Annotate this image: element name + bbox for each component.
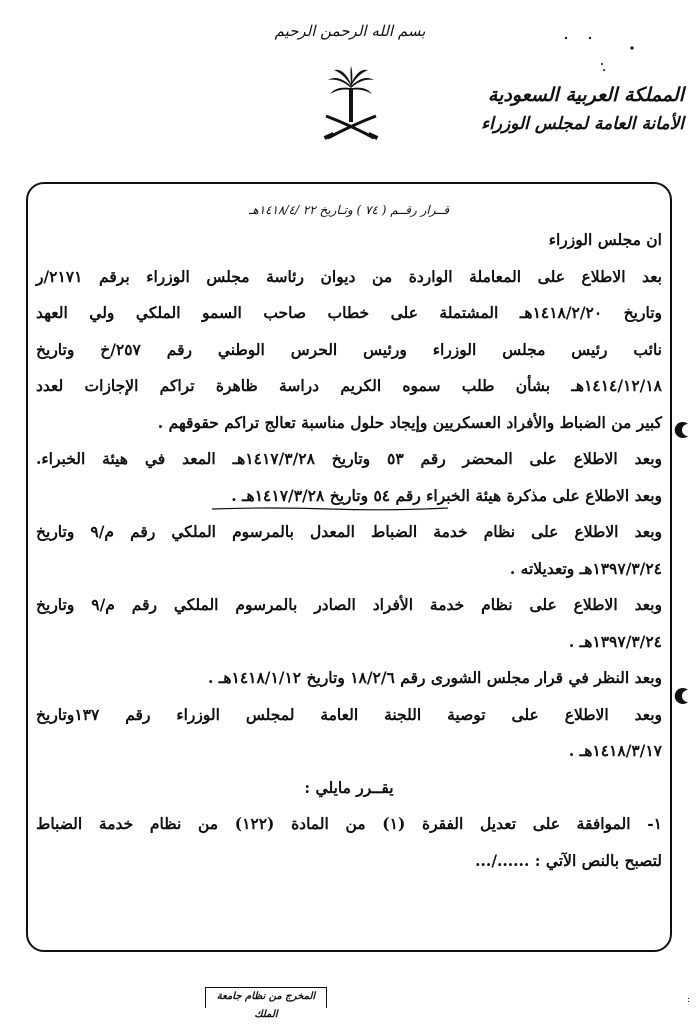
body-line: وبعد الاطلاع على المحضر رقم ٥٣ وتاريخ ١٤١٧/٣/٢٨هـ المعد في هيئة الخبراء.	[36, 449, 663, 468]
body-line: ١٤١٨/٣/١٧هـ .	[568, 741, 662, 760]
decision-reference: قــرار رقــم ( ٧٤ ) وتـاريخ ٢٢ /١٤١٨/٤هـ	[248, 203, 450, 217]
footer-stamp: المخرج من نظام جامعة الملك	[205, 987, 327, 1008]
body-line: وتاريخ ١٤١٨/٢/٢٠هـ المشتملة على خطاب صاحب السمو الملكي ولي العهد	[36, 303, 662, 322]
body-line: وبعد النظر في قرار مجلس الشورى رقم ١٨/٢/٦ وتاريخ ١٤١٨/١/١٢هـ .	[207, 668, 662, 687]
body-line: كبير من الضباط والأفراد العسكريين وإيجاد حلول مناسبة تعالج تراكم حقوقهم .	[157, 412, 662, 432]
body-line: وبعد الاطلاع على توصية اللجنة العامة لمجلس الوزراء رقم ١٣٧وتاريخ	[36, 704, 662, 724]
punch-hole-icon	[672, 420, 692, 440]
body-line: لتصبح بالنص الآتي : ....../...	[475, 850, 662, 870]
body-line: وبعد الاطلاع على مذكرة هيئة الخبراء رقم ٥٤ وتاريخ ١٤١٧/٣/٢٨هـ .	[231, 485, 662, 505]
punch-hole-icon	[672, 686, 692, 706]
body-line: ١٣٩٧/٣/٢٤هـ .	[568, 631, 662, 651]
edge-mark: :	[687, 995, 691, 1005]
body-line: ان مجلس الوزراء	[548, 230, 662, 249]
body-line: ١٣٩٧/٣/٢٤هـ وتعديلاته .	[509, 558, 662, 578]
body-line: وبعد الاطلاع على نظام خدمة الأفراد الصادر بالمرسوم الملكي رقم م/٩ وتاريخ	[36, 595, 662, 614]
saudi-emblem-icon	[322, 66, 380, 146]
secretariat-title: الأمانة العامة لمجلس الوزراء	[481, 114, 684, 134]
decides-heading: يقــرر مايلي :	[304, 777, 394, 797]
decision-body	[36, 198, 662, 879]
body-line: بعد الاطلاع على المعاملة الواردة من ديوان رئاسة مجلس الوزراء برقم ٢١٧١/ر	[36, 266, 662, 286]
body-line: ١- الموافقة على تعديل الفقرة (١) من المادة (١٢٢) من نظام خدمة الضباط	[36, 814, 662, 833]
dots-decoration	[560, 30, 640, 80]
kingdom-title: المملكة العربية السعودية	[487, 84, 684, 106]
body-line: وبعد الاطلاع على نظام خدمة الضباط المعدل بالمرسوم الملكي رقم م/٩ وتاريخ	[36, 522, 662, 541]
handwritten-underline	[210, 497, 450, 503]
body-line: ١٤١٤/١٢/١٨هـ بشأن طلب سموه الكريم دراسة ظاهرة تراكم الإجازات لعدد	[36, 376, 662, 395]
basmala: بسم الله الرحمن الرحيم	[274, 22, 426, 40]
body-line: نائب رئيس مجلس الوزراء ورئيس الحرس الوطني رقم ٢٥٧/خ وتاريخ	[36, 339, 662, 359]
